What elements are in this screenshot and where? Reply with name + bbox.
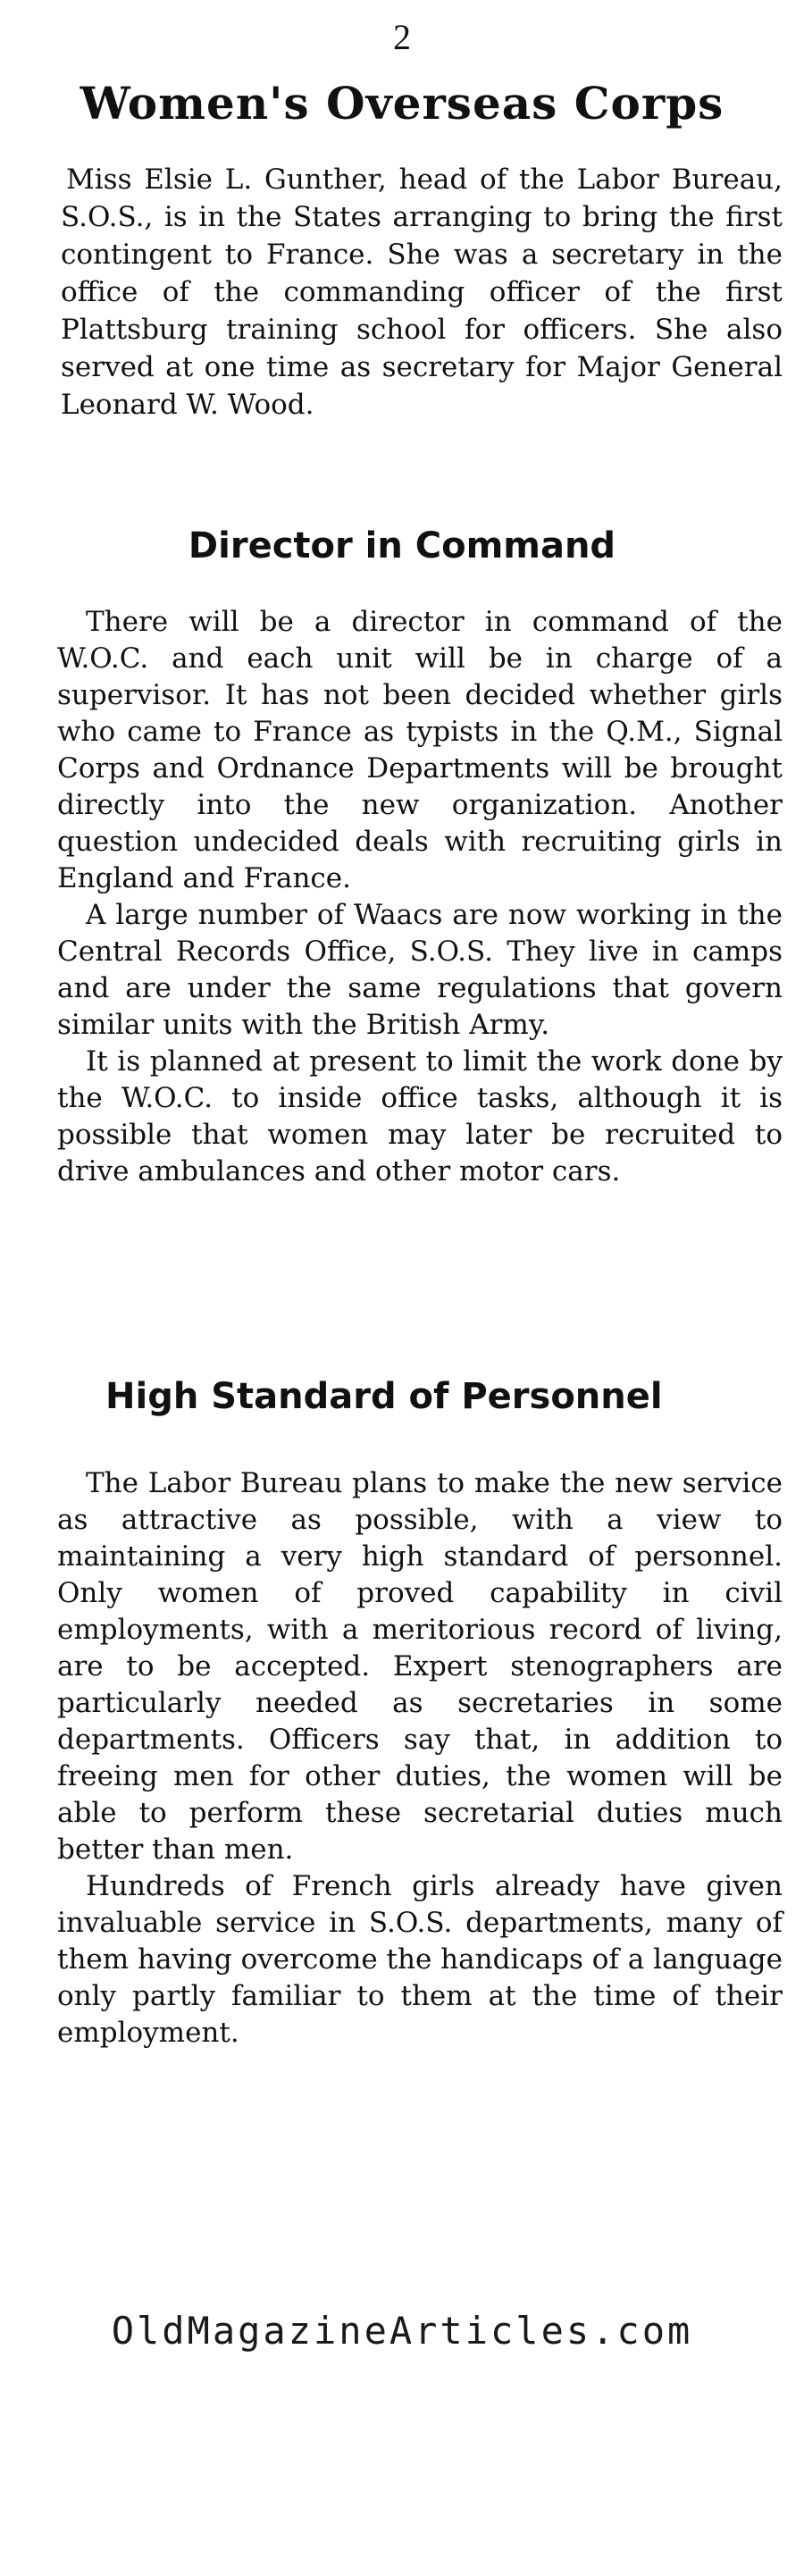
director-paragraph-3: It is planned at present to limit the work done by the W.O.C. to inside office tasks, although it is possible that women may later be recruited to drive ambulances and other motor cars. (57, 1045, 783, 1187)
intro-section (61, 161, 783, 424)
standard-paragraph-1: The Labor Bureau plans to make the new service as attractive as possible, with a view to maintaining a very high standard of personnel. Only women of proved capability in civil employments, with a meritorious record of living, are to be accepted. Expert stenographers are particularly needed as secretaries in some departments. Officers say that, in addition to freeing men for other duties, the women will be able to perform these secretarial duties much better than men. (57, 1467, 783, 1866)
director-paragraph-2: A large number of Waacs are now working in the Central Records Office, S.O.S. They live in camps and are under the same regulations that govern similar units with the British Army. (57, 899, 783, 1041)
page-number: 2 (393, 17, 411, 57)
director-paragraph-1: There will be a director in command of the W.O.C. and each unit will be in charge of a supervisor. It has not been decided whether girls who came to France as typists in the Q.M., Signal Corps and Ordnance Departments will be brought directly into the new organization. Another question undecided deals with recruiting girls in England and France. (57, 606, 783, 894)
intro-paragraph: Miss Elsie L. Gunther, head of the Labor Bureau, S.O.S., is in the States arranging to bring the first contingent to France. She was a secretary in the office of the commanding officer of the first Plattsburg training school for officers. She also served at one time as secretary for Major General Leonard W. Wood. (61, 164, 783, 421)
director-section (57, 604, 783, 1190)
standard-section (57, 1465, 783, 2052)
standard-heading: High Standard of Personnel (105, 1376, 663, 1417)
standard-paragraph-2: Hundreds of French girls already have given invaluable service in S.O.S. departments, many of them having overcome the handicaps of a language only partly familiar to them at the time of their employment. (57, 1870, 783, 2049)
site-watermark: OldMagazineArticles.com (111, 2309, 693, 2353)
director-heading: Director in Command (188, 525, 616, 566)
article-headline: Women's Overseas Corps (80, 77, 724, 130)
